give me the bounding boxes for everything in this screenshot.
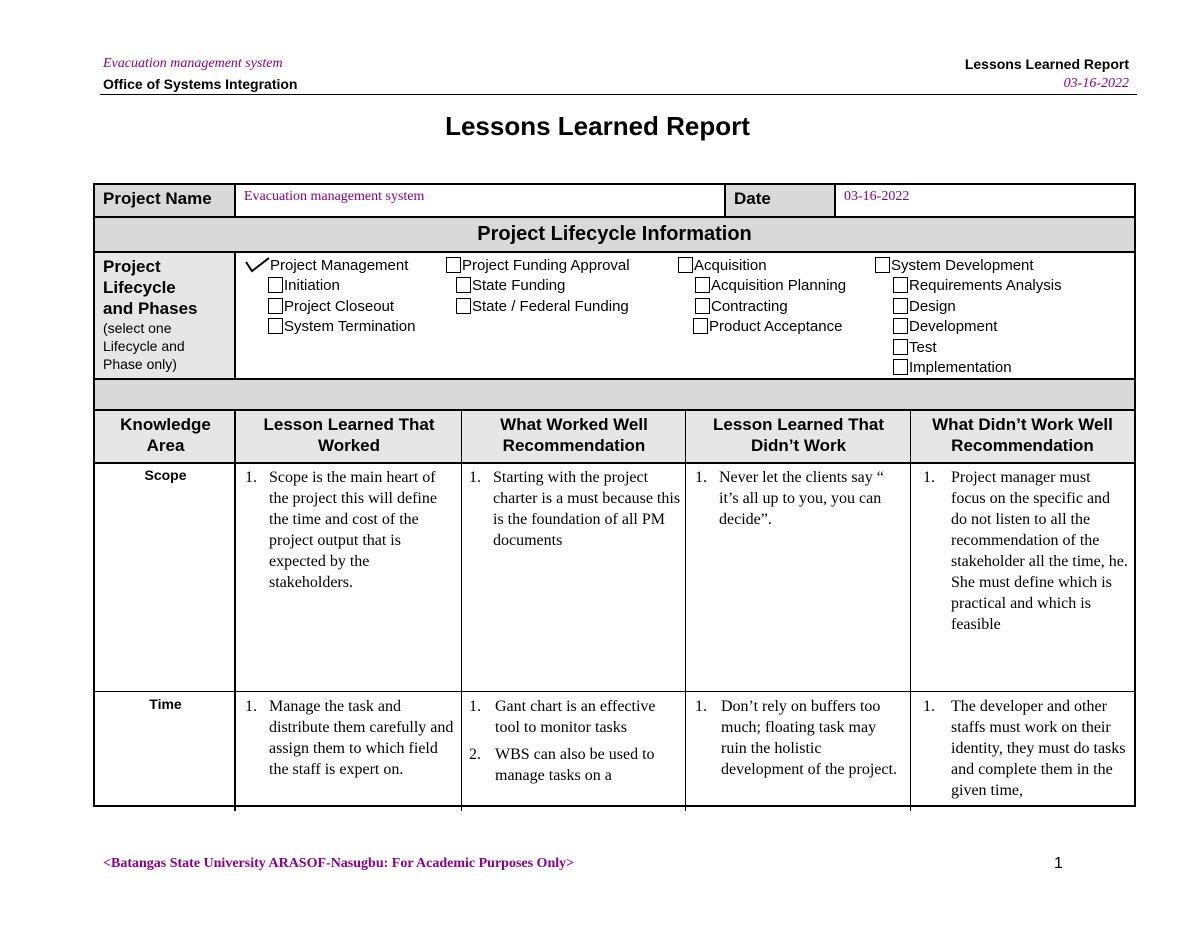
checkbox[interactable] bbox=[893, 298, 908, 314]
date-value: 03-16-2022 bbox=[844, 189, 910, 204]
row-time-worked-rec bbox=[469, 696, 681, 806]
project-name-label: Project Name bbox=[103, 189, 212, 208]
option-label: Implementation bbox=[909, 359, 1012, 376]
checkbox[interactable] bbox=[893, 318, 908, 334]
option-acquisition[interactable] bbox=[678, 256, 767, 276]
header-office: Office of Systems Integration bbox=[103, 76, 298, 92]
checkbox[interactable] bbox=[268, 318, 283, 334]
option-project-management[interactable] bbox=[244, 256, 408, 276]
option-project-funding-approval[interactable] bbox=[446, 256, 630, 276]
checkbox[interactable] bbox=[893, 277, 908, 293]
row-scope-worked-rec bbox=[469, 467, 681, 551]
option-label: Test bbox=[909, 339, 937, 356]
divider bbox=[685, 411, 686, 811]
option-product-acceptance[interactable] bbox=[693, 317, 842, 337]
option-development[interactable] bbox=[893, 317, 997, 337]
row-time-area: Time bbox=[149, 696, 182, 712]
header-project-title: Evacuation management system bbox=[103, 56, 283, 71]
checkbox[interactable] bbox=[456, 277, 471, 293]
document-title: Lessons Learned Report bbox=[445, 111, 750, 141]
header-report-name: Lessons Learned Report bbox=[964, 56, 1129, 72]
row-time-didnt-rec bbox=[923, 696, 1128, 806]
header-divider bbox=[100, 94, 1137, 95]
option-label: Acquisition Planning bbox=[711, 277, 847, 294]
option-label: Requirements Analysis bbox=[909, 277, 1062, 294]
col-header-text: What Didn’t Work Well Recommendation bbox=[932, 415, 1113, 455]
list-item-text: Scope is the main heart of the project this will define the time and cost of the project output that is expected by the stakeholders. bbox=[269, 469, 437, 591]
col-header-worked-rec bbox=[462, 411, 686, 463]
checkbox[interactable] bbox=[695, 277, 710, 293]
option-label: Contracting bbox=[711, 298, 788, 315]
checkbox[interactable] bbox=[893, 359, 908, 375]
checkbox[interactable] bbox=[875, 257, 890, 273]
row-scope-didnt-rec bbox=[923, 467, 1128, 635]
row-scope-worked bbox=[245, 467, 455, 593]
project-name-label-cell bbox=[95, 185, 236, 217]
option-initiation[interactable] bbox=[268, 276, 340, 296]
checkbox[interactable] bbox=[446, 257, 461, 273]
col-header-didnt-rec bbox=[911, 411, 1134, 463]
project-name-value: Evacuation management system bbox=[244, 189, 425, 204]
list-item-text: Project manager must focus on the specific and do not listen to all the recommendation of the stakeholder all the time, he. She must define which is practical and which is feasible bbox=[951, 469, 1128, 633]
page-number: 1 bbox=[1054, 855, 1063, 872]
divider bbox=[910, 411, 911, 811]
option-implementation[interactable] bbox=[893, 358, 1012, 378]
option-label: Product Acceptance bbox=[709, 318, 843, 335]
date-label-cell bbox=[726, 185, 836, 217]
divider bbox=[95, 251, 1134, 253]
option-label: Project Management bbox=[270, 257, 409, 274]
option-state-funding[interactable] bbox=[456, 276, 565, 296]
option-label: Development bbox=[909, 318, 998, 335]
list-item: 1. Scope is the main heart of the project this will define the time and cost of the project output that is expected by the stakeholders. bbox=[245, 469, 437, 591]
option-label: State / Federal Funding bbox=[472, 298, 629, 315]
date-value-cell bbox=[836, 185, 1134, 217]
row-scope-didnt bbox=[695, 467, 901, 530]
lifecycle-label-line2: Lifecycle bbox=[103, 278, 176, 297]
divider bbox=[234, 185, 236, 217]
col-header-didnt bbox=[686, 411, 911, 463]
option-label: Project Closeout bbox=[284, 298, 395, 315]
option-label: Design bbox=[909, 298, 956, 315]
list-item: 1. Gant chart is an effective tool to monitor tasks bbox=[469, 698, 656, 736]
option-acquisition-planning[interactable] bbox=[695, 276, 846, 296]
option-label: Acquisition bbox=[694, 257, 767, 274]
checkbox[interactable] bbox=[268, 298, 283, 314]
col-header-knowledge-area bbox=[95, 411, 236, 463]
option-state-federal-funding[interactable] bbox=[456, 297, 629, 317]
list-item: 1. Project manager must focus on the specific and do not listen to all the recommendation of the stakeholder all the time, he. She must define which is practical and which is feasible bbox=[923, 469, 1128, 633]
list-item-text: Manage the task and distribute them carefully and assign them to which field the staff is expert on. bbox=[269, 698, 454, 778]
checkbox[interactable] bbox=[893, 339, 908, 355]
lifecycle-label-line1: Project bbox=[103, 257, 161, 276]
option-project-closeout[interactable] bbox=[268, 297, 394, 317]
list-item-text: Never let the clients say “ it’s all up to you, you can decide”. bbox=[719, 469, 884, 528]
option-label: Project Funding Approval bbox=[462, 257, 630, 274]
option-system-development[interactable] bbox=[875, 256, 1034, 276]
list-item-text: The developer and other staffs must work on their identity, they must do tasks and complete them in the given time, bbox=[951, 698, 1126, 799]
option-requirements-analysis[interactable] bbox=[893, 276, 1062, 296]
checkbox[interactable] bbox=[693, 318, 708, 334]
col-header-text: Knowledge Area bbox=[120, 415, 211, 455]
option-label: State Funding bbox=[472, 277, 566, 294]
spacer-row bbox=[95, 380, 1134, 410]
option-label: System Termination bbox=[284, 318, 416, 335]
divider bbox=[834, 185, 836, 217]
checkbox[interactable] bbox=[268, 277, 283, 293]
divider bbox=[95, 462, 1134, 464]
list-item-text: WBS can also be used to manage tasks on a bbox=[495, 746, 655, 784]
checkmark-icon bbox=[244, 257, 270, 273]
lessons-table bbox=[93, 183, 1136, 807]
list-item: 1. Never let the clients say “ it’s all up to you, you can decide”. bbox=[695, 469, 884, 528]
lifecycle-label-line3: and Phases bbox=[103, 299, 198, 318]
checkbox[interactable] bbox=[695, 298, 710, 314]
divider bbox=[724, 185, 726, 217]
checkbox[interactable] bbox=[456, 298, 471, 314]
option-contracting[interactable] bbox=[695, 297, 788, 317]
row-scope-area: Scope bbox=[144, 467, 187, 483]
list-item-text: Starting with the project charter is a must because this is the foundation of all PM documents bbox=[493, 469, 681, 549]
col-header-text: Lesson Learned That Worked bbox=[263, 415, 435, 455]
list-item: 1. The developer and other staffs must work on their identity, they must do tasks and complete them in the given time, bbox=[923, 698, 1126, 799]
date-label: Date bbox=[734, 189, 771, 208]
option-test[interactable] bbox=[893, 338, 937, 358]
col-header-text: What Worked Well Recommendation bbox=[500, 415, 648, 455]
row-time-didnt bbox=[695, 696, 901, 780]
list-item: 1. Manage the task and distribute them carefully and assign them to which field the staff is expert on. bbox=[245, 698, 454, 778]
option-system-termination[interactable] bbox=[268, 317, 415, 337]
divider bbox=[95, 691, 1134, 692]
col-header-worked bbox=[236, 411, 462, 463]
list-item: 2. WBS can also be used to manage tasks on a bbox=[469, 746, 655, 784]
divider bbox=[461, 411, 462, 811]
footer-text: <Batangas State University ARASOF-Nasugbu: For Academic Purposes Only> bbox=[103, 856, 575, 871]
project-name-value-cell bbox=[236, 185, 726, 217]
list-item-text: Gant chart is an effective tool to monitor tasks bbox=[495, 698, 656, 736]
col-header-text: Lesson Learned That Didn’t Work bbox=[713, 415, 884, 455]
lifecycle-section-title: Project Lifecycle Information bbox=[95, 218, 1134, 252]
list-item: 1. Don’t rely on buffers too much; floating task may ruin the holistic development of the project. bbox=[695, 698, 897, 778]
lifecycle-note: (select one Lifecycle and Phase only) bbox=[103, 320, 185, 372]
option-label: System Development bbox=[891, 257, 1034, 274]
lifecycle-label-cell bbox=[95, 253, 236, 379]
list-item-text: Don’t rely on buffers too much; floating task may ruin the holistic development of the project. bbox=[721, 698, 897, 778]
checkbox[interactable] bbox=[678, 257, 693, 273]
option-label: Initiation bbox=[284, 277, 340, 294]
divider bbox=[234, 252, 236, 380]
option-design[interactable] bbox=[893, 297, 956, 317]
row-time-worked bbox=[245, 696, 455, 780]
list-item: 1. Starting with the project charter is a must because this is the foundation of all PM documents bbox=[469, 469, 681, 549]
header-date: 03-16-2022 bbox=[1063, 76, 1129, 91]
